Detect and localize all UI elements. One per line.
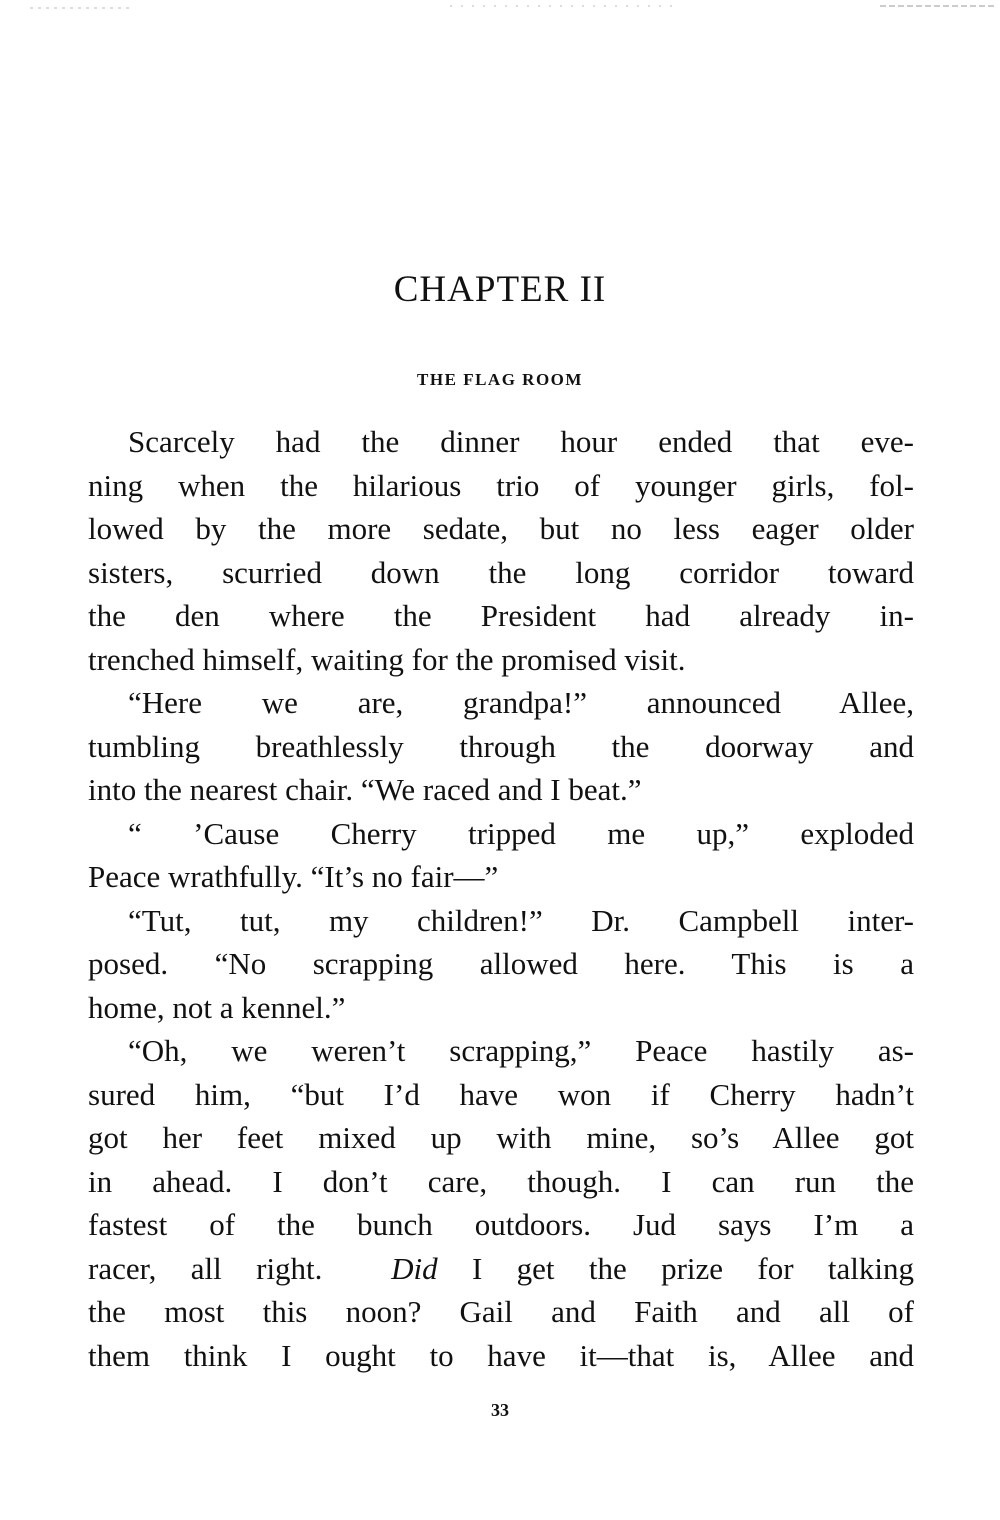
text-line: ning when the hilarious trio of younger girls, fol- xyxy=(88,467,914,503)
text-line: “Tut, tut, my children!” Dr. Campbell inter- xyxy=(128,902,914,938)
scan-noise-marks xyxy=(0,0,1000,30)
text-segment: racer, all right. xyxy=(88,1250,323,1286)
text-line: posed. “No scrapping allowed here. This is a xyxy=(88,946,914,981)
italic-emphasis: Did xyxy=(391,1250,438,1286)
text-line: into the nearest chair. “We raced and I beat.” xyxy=(88,772,642,807)
text-line: sisters, scurried down the long corridor toward xyxy=(88,554,914,590)
text-segment: I get the prize for talking xyxy=(471,1250,915,1286)
chapter-subtitle: THE FLAG ROOM xyxy=(417,370,583,389)
text-line: lowed by the more sedate, but no less eager older xyxy=(88,511,914,546)
text-line: home, not a kennel.” xyxy=(88,989,346,1025)
text-line: them think I ought to have it—that is, Allee and xyxy=(88,1337,914,1373)
chapter-body xyxy=(88,420,914,1377)
text-line: in ahead. I don’t care, though. I can run the xyxy=(88,1163,914,1199)
text-line: tumbling breathlessly through the doorway and xyxy=(88,728,914,764)
text-line: “Here we are, grandpa!” announced Allee, xyxy=(128,685,914,720)
text-line: trenched himself, waiting for the promised visit. xyxy=(88,641,686,677)
text-line: got her feet mixed up with mine, so’s Allee got xyxy=(88,1120,914,1155)
text-line: the most this noon? Gail and Faith and all of xyxy=(88,1294,914,1329)
text-line: Peace wrathfully. “It’s no fair—” xyxy=(88,859,499,894)
text-line: sured him, “but I’d have won if Cherry hadn’t xyxy=(88,1076,914,1112)
text-line-mixed xyxy=(88,1247,914,1291)
page-number: 33 xyxy=(491,1400,509,1420)
chapter-title: CHAPTER II xyxy=(393,269,607,310)
text-line: Scarcely had the dinner hour ended that eve- xyxy=(128,424,914,459)
text-line: “ ’Cause Cherry tripped me up,” exploded xyxy=(128,815,914,851)
text-line: fastest of the bunch outdoors. Jud says I’m a xyxy=(88,1207,914,1242)
text-line: the den where the President had already in- xyxy=(88,598,914,633)
text-line: “Oh, we weren’t scrapping,” Peace hastily as- xyxy=(128,1033,914,1068)
